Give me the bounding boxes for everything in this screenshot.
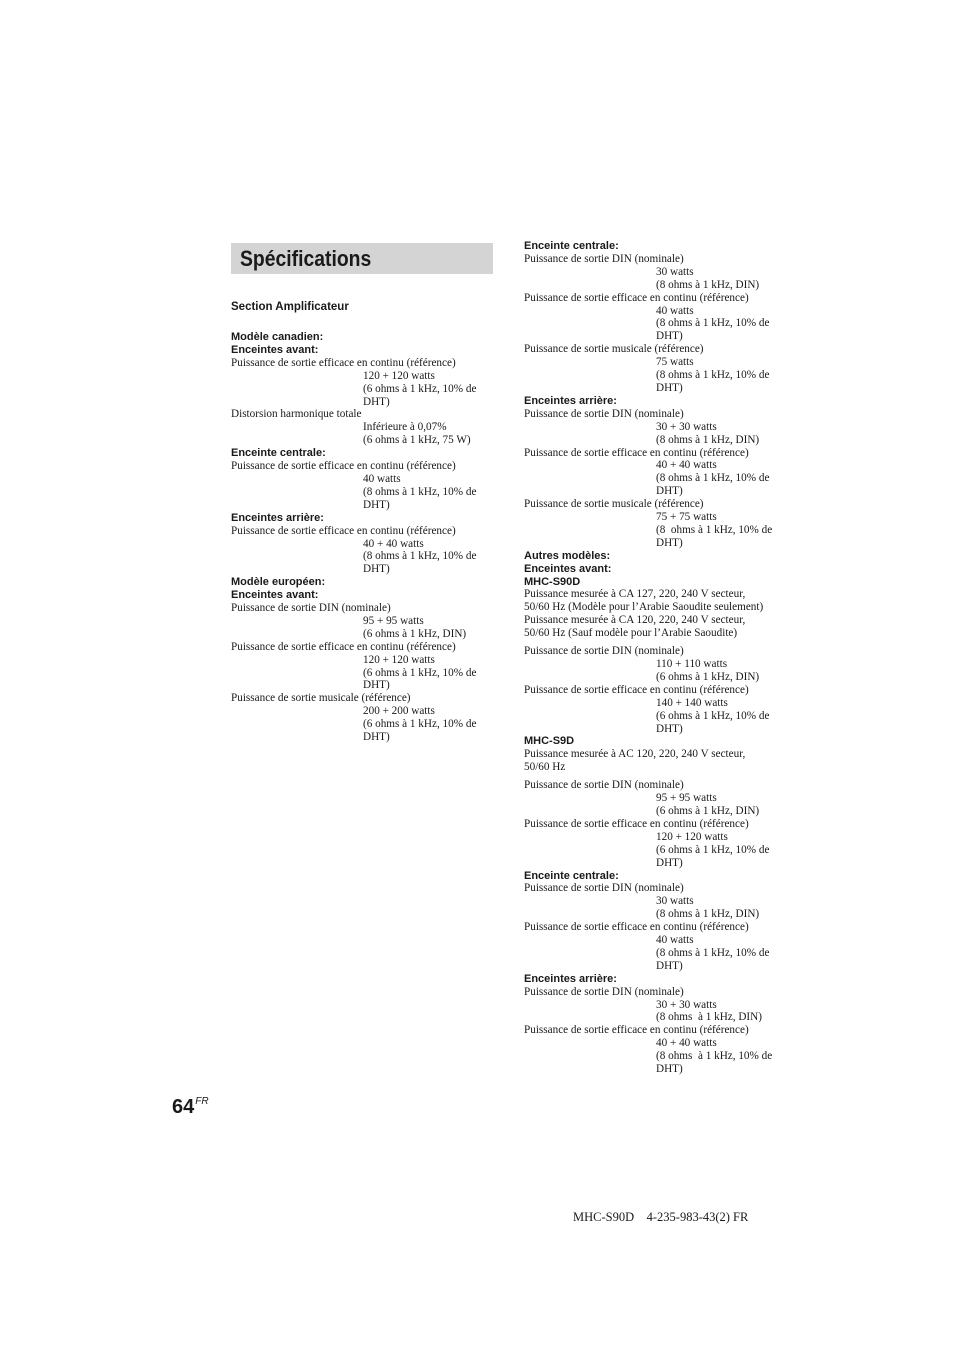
right-column: [524, 240, 794, 1076]
spec-label: Puissance de sortie DIN (nominale): [524, 252, 684, 265]
spec-value: 40 watts: [656, 304, 694, 317]
spec-label: Puissance de sortie DIN (nominale): [524, 779, 684, 792]
spec-value: (6 ohms à 1 kHz, 10% de: [363, 718, 477, 731]
spec-value: 75 + 75 watts: [656, 511, 717, 524]
spec-value: (8 ohms à 1 kHz, 10% de: [363, 550, 477, 563]
page-number-suffix: FR: [195, 1096, 209, 1107]
spec-value: DHT): [363, 563, 390, 576]
spec-value: Inférieure à 0,07%: [363, 421, 447, 434]
spec-label: Puissance de sortie DIN (nominale): [524, 407, 684, 420]
spec-value: (6 ohms à 1 kHz, 10% de: [656, 843, 770, 856]
spec-label: Puissance de sortie DIN (nominale): [524, 882, 684, 895]
spec-label: Puissance de sortie efficace en continu (référence): [524, 291, 749, 304]
spec-value: 40 + 40 watts: [656, 459, 717, 472]
spec-value: DHT): [363, 395, 390, 408]
spec-value: DHT): [363, 498, 390, 511]
left-spec-list: [231, 331, 493, 744]
spec-value: 30 watts: [656, 265, 694, 278]
spec-value: DHT): [656, 536, 683, 549]
spec-value: 40 watts: [363, 472, 401, 485]
spec-value: DHT): [656, 1063, 683, 1076]
spec-label: Puissance de sortie efficace en continu (référence): [524, 446, 749, 459]
spec-heading: Enceinte centrale:: [524, 869, 619, 882]
spec-value: (8 ohms à 1 kHz, DIN): [656, 433, 760, 446]
spec-value: 95 + 95 watts: [363, 614, 424, 627]
spec-value: (6 ohms à 1 kHz, DIN): [363, 627, 467, 640]
spec-label: 50/60 Hz (Sauf modèle pour l’Arabie Saoudite): [524, 627, 738, 640]
section-title: Section Amplificateur: [231, 301, 349, 313]
spec-value: (8 ohms à 1 kHz, DIN): [656, 908, 760, 921]
spec-value: 30 watts: [656, 895, 694, 908]
spec-value: DHT): [363, 731, 390, 744]
spec-value: 95 + 95 watts: [656, 792, 717, 805]
spec-label: Puissance de sortie efficace en continu (référence): [524, 1024, 749, 1037]
spec-heading: Enceintes avant:: [231, 589, 319, 602]
spec-label: Puissance de sortie musicale (référence): [524, 498, 704, 511]
spec-value: 120 + 120 watts: [363, 369, 435, 382]
spec-heading: Enceintes arrière:: [231, 511, 324, 524]
left-column: [231, 240, 493, 744]
spec-label: Puissance de sortie musicale (référence): [231, 692, 411, 705]
spec-value: DHT): [656, 381, 683, 394]
spec-value: 30 + 30 watts: [656, 420, 717, 433]
spec-heading: Enceinte centrale:: [524, 240, 619, 252]
spec-label: Puissance mesurée à CA 127, 220, 240 V secteur,: [524, 588, 746, 601]
spec-label: Puissance de sortie efficace en continu (référence): [524, 683, 749, 696]
spec-value: (6 ohms à 1 kHz, 10% de: [363, 382, 477, 395]
spec-heading: Enceintes avant:: [524, 562, 612, 575]
spec-label: Puissance de sortie DIN (nominale): [524, 985, 684, 998]
spec-label: Puissance de sortie efficace en continu (référence): [231, 356, 456, 369]
spec-value: (8 ohms à 1 kHz, 10% de: [656, 472, 770, 485]
spec-label: 50/60 Hz (Modèle pour l’Arabie Saoudite seulement): [524, 601, 764, 614]
spec-value: 120 + 120 watts: [656, 830, 728, 843]
spec-value: (6 ohms à 1 kHz, 10% de: [363, 666, 477, 679]
spec-label: Distorsion harmonique totale: [231, 408, 362, 421]
spec-value: (8 ohms à 1 kHz, 10% de: [656, 1050, 773, 1063]
spec-heading: Modèle canadien:: [231, 331, 324, 343]
spec-value: 120 + 120 watts: [363, 653, 435, 666]
page-title-bar: [231, 243, 493, 274]
spec-label: 50/60 Hz: [524, 761, 566, 774]
spec-value: (6 ohms à 1 kHz, 10% de: [656, 709, 770, 722]
spec-value: (8 ohms à 1 kHz, 10% de: [656, 523, 773, 536]
spec-value: (8 ohms à 1 kHz, 10% de: [656, 317, 770, 330]
right-spec-list: [524, 240, 794, 1076]
spec-label: Puissance de sortie musicale (référence): [524, 343, 704, 356]
spec-value: 75 watts: [656, 356, 694, 369]
spec-heading: Enceintes arrière:: [524, 394, 617, 407]
spec-value: (6 ohms à 1 kHz, DIN): [656, 804, 760, 817]
spec-heading: Modèle européen:: [231, 576, 326, 589]
spec-value: DHT): [363, 679, 390, 692]
spec-heading: Enceintes avant:: [231, 343, 319, 356]
spec-value: (8 ohms à 1 kHz, DIN): [656, 1011, 762, 1024]
spec-value: 30 + 30 watts: [656, 998, 717, 1011]
spec-value: (8 ohms à 1 kHz, 10% de: [656, 946, 770, 959]
spec-value: 140 + 140 watts: [656, 696, 728, 709]
page-title: Spécifications: [240, 246, 372, 271]
spec-value: (6 ohms à 1 kHz, DIN): [656, 670, 760, 683]
spec-value: DHT): [656, 330, 683, 343]
spec-value: (8 ohms à 1 kHz, 10% de: [363, 485, 477, 498]
spec-value: DHT): [656, 959, 683, 972]
spec-label: Puissance de sortie efficace en continu (référence): [524, 921, 749, 934]
page-number: [172, 1096, 209, 1119]
spec-value: (8 ohms à 1 kHz, DIN): [656, 278, 760, 291]
spec-label: Puissance de sortie efficace en continu (référence): [231, 460, 456, 473]
spec-value: 200 + 200 watts: [363, 705, 435, 718]
spec-value: 40 watts: [656, 934, 694, 947]
spec-value: DHT): [656, 485, 683, 498]
spec-value: DHT): [656, 722, 683, 735]
model-code: MHC-S90D 4-235-983-43(2) FR: [573, 1210, 749, 1224]
spec-heading: Enceinte centrale:: [231, 447, 326, 460]
spec-label: Puissance mesurée à AC 120, 220, 240 V secteur,: [524, 748, 746, 761]
spec-label: Puissance de sortie efficace en continu (référence): [231, 640, 456, 653]
spec-value: 40 + 40 watts: [363, 537, 424, 550]
spec-value: (8 ohms à 1 kHz, 10% de: [656, 369, 770, 382]
spec-heading: MHC-S9D: [524, 735, 575, 748]
page-number-value: 64: [172, 1096, 195, 1118]
spec-label: Puissance de sortie efficace en continu (référence): [231, 524, 456, 537]
spec-label: Puissance mesurée à CA 120, 220, 240 V secteur,: [524, 614, 746, 627]
spec-heading: Enceintes arrière:: [524, 972, 617, 985]
spec-heading: MHC-S90D: [524, 575, 581, 588]
spec-value: 110 + 110 watts: [656, 658, 728, 670]
spec-value: 40 + 40 watts: [656, 1037, 717, 1050]
spec-value: (6 ohms à 1 kHz, 75 W): [363, 434, 471, 447]
spec-label: Puissance de sortie DIN (nominale): [524, 645, 684, 658]
spec-label: Puissance de sortie DIN (nominale): [231, 602, 391, 615]
spec-label: Puissance de sortie efficace en continu (référence): [524, 817, 749, 830]
spec-heading: Autres modèles:: [524, 549, 611, 562]
spec-value: DHT): [656, 856, 683, 869]
